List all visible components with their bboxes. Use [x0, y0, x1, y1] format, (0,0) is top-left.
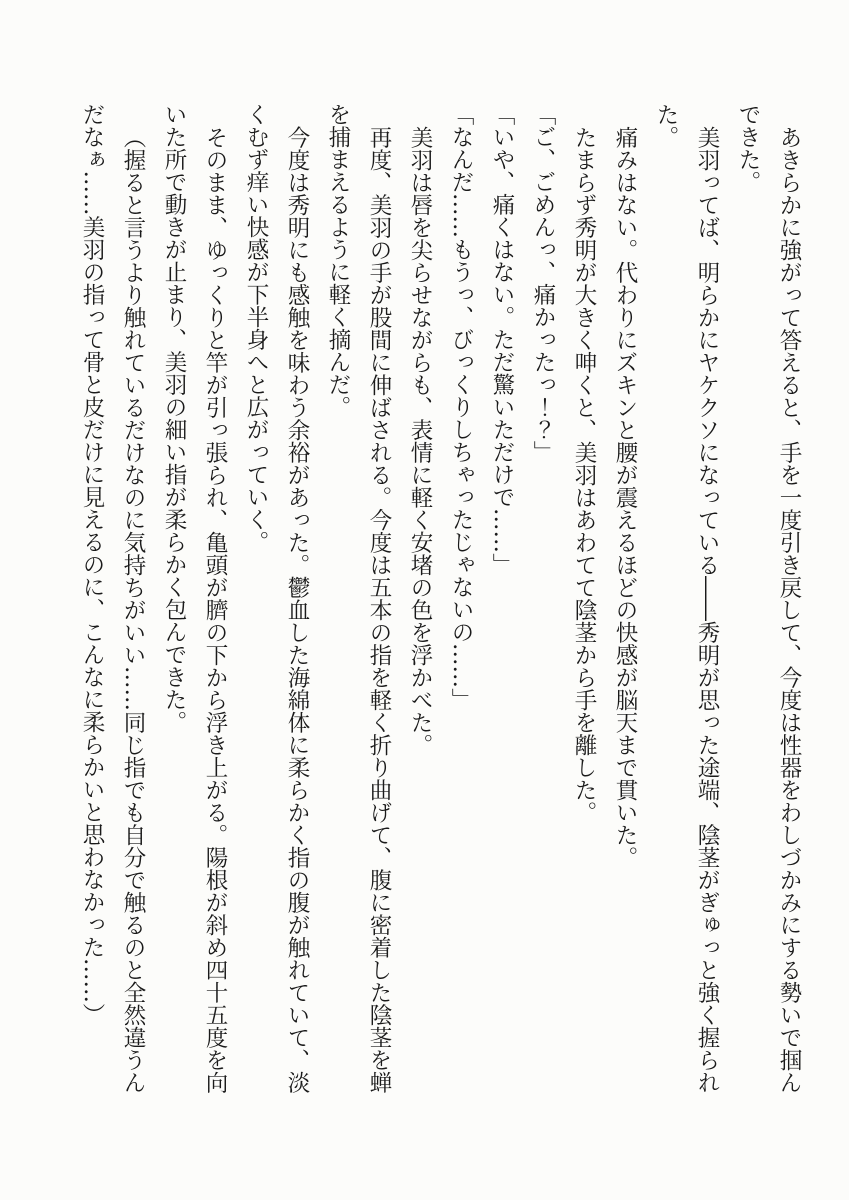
paragraph-7: 「なんだ……もうっ、びっくりしちゃったじゃないの……」	[448, 103, 474, 711]
novel-text-block	[46, 103, 809, 1104]
paragraph-3: 痛みはない。代わりにズキンと腰が震えるほどの快感が脳天まで貫いた。	[612, 125, 638, 868]
paragraph-5: 「ご、ごめんっ、痛かったっ！？」	[530, 103, 556, 463]
paragraph-6: 「いや、痛くはない。ただ驚いただけで……」	[489, 103, 515, 576]
paragraph-10: 今度は秀明にも感触を味わう余裕があった。鬱血した海綿体に柔らかく指の腹が触れていて、淡くむず痒い快感が下半身へと広がっていく。	[243, 103, 310, 1093]
paragraph-4: たまらず秀明が大きく呻くと、美羽はあわてて陰茎から手を離した。	[571, 125, 597, 823]
paragraph-12: （握ると言うより触れているだけなのに気持ちがいい……同じ指でも自分で触るのと全然違うんだなぁ……美羽の指って骨と皮だけに見えるのに、こんなに柔らかいと思わなかった……）	[79, 103, 146, 1093]
paragraph-1: あきらかに強がって答えると、手を一度引き戻して、今度は性器をわしづかみにする勢いで掴んできた。	[735, 103, 802, 1093]
paragraph-9: 再度、美羽の手が股間に伸ばされる。今度は五本の指を軽く折り曲げて、腹に密着した陰茎を蝉を捕まえるように軽く摘んだ。	[325, 103, 392, 1093]
paragraph-11: そのまま、ゆっくりと竿が引っ張られ、亀頭が臍の下から浮き上がる。陽根が斜め四十五度を向いた所で動きが止まり、美羽の細い指が柔らかく包んできた。	[161, 103, 228, 1093]
paragraph-8: 美羽は唇を尖らせながらも、表情に軽く安堵の色を浮かべた。	[407, 125, 433, 756]
paragraph-2: 美羽ってば、明らかにヤケクソになっている――秀明が思った途端、陰茎がぎゅっと強く握られた。	[653, 103, 720, 1093]
